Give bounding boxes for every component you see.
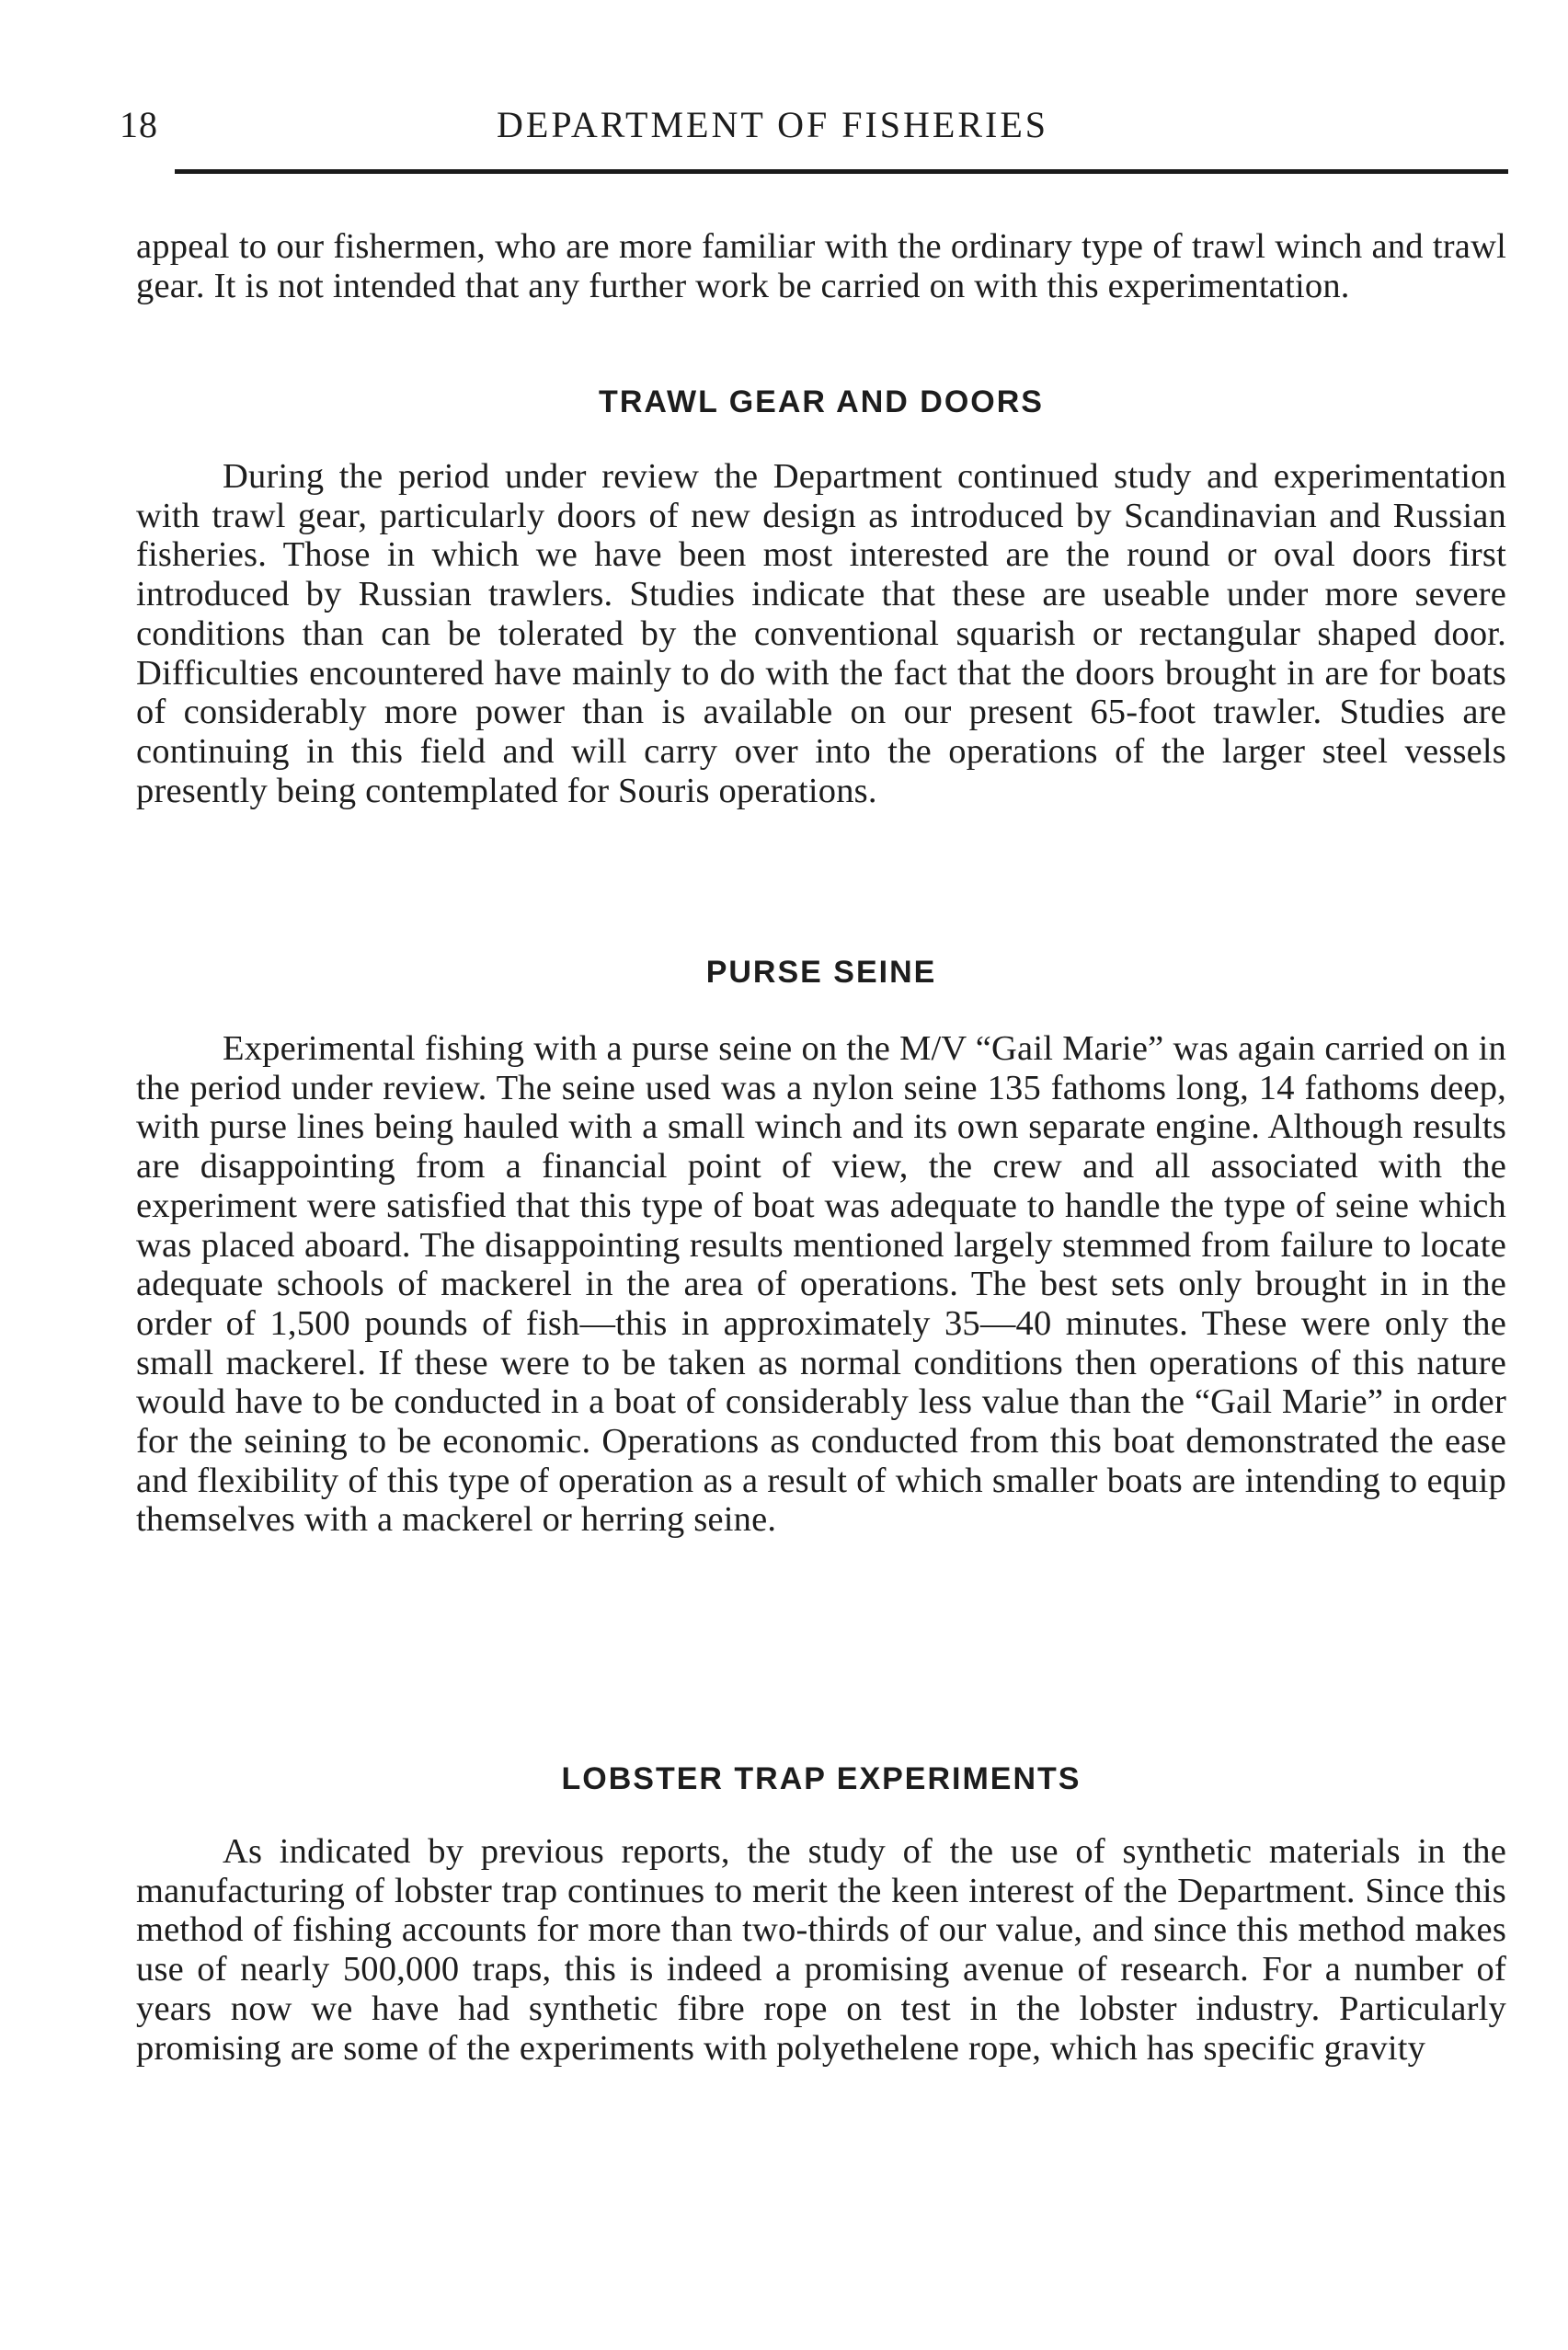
section-heading-lobster-trap: LOBSTER TRAP EXPERIMENTS <box>561 1761 1082 1796</box>
paragraph-lobster-trap <box>136 1832 1506 2068</box>
header-rule <box>175 169 1508 174</box>
paragraph-text: Experimental fishing with a purse seine on the M/V “Gail Marie” was again carried on in the period under review. The seine used was a nylon seine 135 fathoms long, 14 fathoms deep, with purse lines being hauled with a small winch and its own separate engine. Although results are disappointing from a financial point of view, the crew and all associated with the experiment were satisfied that this type of boat was adequate to handle the type of seine which was placed aboard. The disappointing results mentioned largely stemmed from failure to locate adequate schools of mackerel in the area of operations. The best sets only brought in in the order of 1,500 pounds of fish—this in approximately 35—40 minutes. These were only the small mackerel. If these were to be taken as normal conditions then operations of this nature would have to be conducted in a boat of considerably less value than the “Gail Marie” in order for the seining to be economic. Operations as conducted from this boat demonstrated the ease and flexibility of this type of operation as a result of which smaller boats are intending to equip themselves with a mackerel or herring seine. <box>136 1029 1506 1540</box>
paragraph-trawl-gear <box>136 457 1506 810</box>
paragraph-text: appeal to our fishermen, who are more familiar with the ordinary type of trawl winch and trawl gear. It is not intended that any further work be carried on with this experimentation. <box>136 227 1506 305</box>
section-heading-purse-seine: PURSE SEINE <box>705 955 937 990</box>
running-header <box>120 103 1499 158</box>
running-title: DEPARTMENT OF FISHERIES <box>497 104 1049 145</box>
paragraph-continued <box>136 227 1506 305</box>
paragraph-text: As indicated by previous reports, the study of the use of synthetic materials in the manufacturing of lobster trap continues to merit the keen interest of the Department. Since this method of fishing accounts for more than two-thirds of our value, and since this method makes use of nearly 500,000 traps, this is indeed a promising avenue of research. For a number of years now we have had synthetic fibre rope on test in the lobster industry. Particularly promising are some of the experiments with polyethelene rope, which has specific gravity <box>136 1832 1506 2068</box>
paragraph-text: During the period under review the Department continued study and experimentation with trawl gear, particularly doors of new design as introduced by Scandinavian and Russian fisheries. Those in which we have been most interested are the round or oval doors first introduced by Russian trawlers. Studies indicate that these are useable under more severe conditions than can be tolerated by the conventional squarish or rectangular shaped door. Difficulties encountered have mainly to do with the fact that the doors brought in are for boats of considerably more power than is available on our present 65-foot trawler. Studies are continuing in this field and will carry over into the operations of the larger steel vessels presently being contemplated for Souris operations. <box>136 457 1506 810</box>
page-number: 18 <box>120 104 158 145</box>
section-heading-trawl-gear: TRAWL GEAR AND DOORS <box>599 384 1044 419</box>
paragraph-purse-seine <box>136 1029 1506 1540</box>
